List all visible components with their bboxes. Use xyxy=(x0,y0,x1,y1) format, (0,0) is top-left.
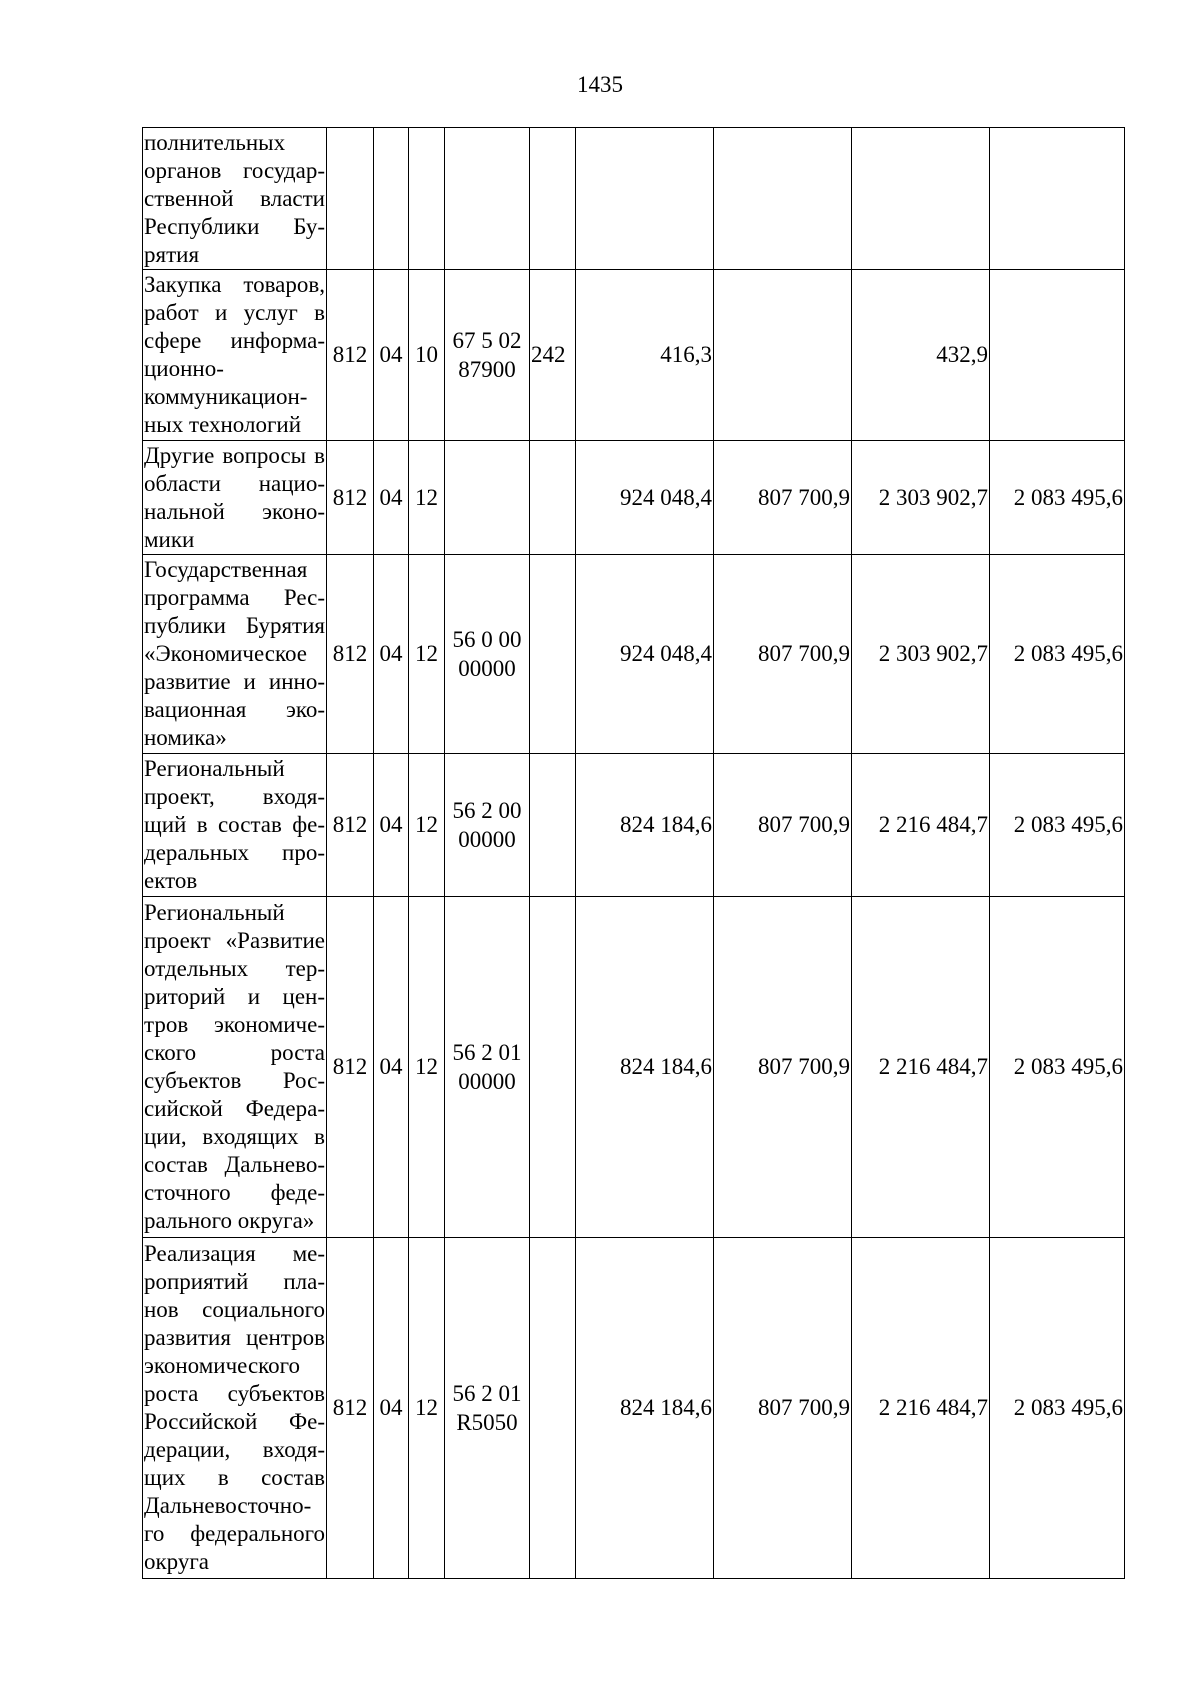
amount-3-cell: 2 303 902,7 xyxy=(852,555,990,754)
target-article-line2: R5050 xyxy=(456,1410,518,1435)
rz-cell: 04 xyxy=(374,897,409,1238)
table-row xyxy=(143,555,1125,754)
amount-1-cell: 924 048,4 xyxy=(576,555,714,754)
rz-cell: 04 xyxy=(374,441,409,555)
row-name-cell: Государственная программа Рес-публики Бурятия «Экономическое развитие и инно-вационная эко-номика» xyxy=(143,555,327,754)
row-name-cell: Реализация ме-роприятий пла-нов социального развития центров экономического роста субъектов Российской Фе-дерации, входя-щих в состав Дальневосточно-го федерального округа xyxy=(143,1238,327,1579)
pr-cell xyxy=(409,128,445,270)
pr-cell: 12 xyxy=(409,897,445,1238)
amount-3-cell: 2 216 484,7 xyxy=(852,897,990,1238)
target-article-cell xyxy=(445,897,530,1238)
amount-4-cell: 2 083 495,6 xyxy=(990,441,1125,555)
expense-type-cell: 242 xyxy=(530,270,576,441)
gr-cell: 812 xyxy=(327,754,374,897)
amount-1-cell: 824 184,6 xyxy=(576,1238,714,1579)
amount-4-cell xyxy=(990,128,1125,270)
amount-3-cell: 2 216 484,7 xyxy=(852,754,990,897)
target-article-cell xyxy=(445,555,530,754)
table-row xyxy=(143,128,1125,270)
amount-2-cell xyxy=(714,270,852,441)
rz-cell xyxy=(374,128,409,270)
target-article-cell xyxy=(445,754,530,897)
gr-cell: 812 xyxy=(327,897,374,1238)
expense-type-cell xyxy=(530,555,576,754)
amount-2-cell: 807 700,9 xyxy=(714,555,852,754)
rz-cell: 04 xyxy=(374,1238,409,1579)
amount-1-cell: 824 184,6 xyxy=(576,754,714,897)
amount-2-cell: 807 700,9 xyxy=(714,1238,852,1579)
amount-3-cell: 432,9 xyxy=(852,270,990,441)
amount-1-cell: 824 184,6 xyxy=(576,897,714,1238)
pr-cell: 12 xyxy=(409,441,445,555)
target-article-cell xyxy=(445,1238,530,1579)
amount-4-cell: 2 083 495,6 xyxy=(990,754,1125,897)
expense-type-cell xyxy=(530,128,576,270)
pr-cell: 12 xyxy=(409,1238,445,1579)
row-name-cell: полнительных органов государ-ственной власти Республики Бу-рятия xyxy=(143,128,327,270)
target-article-line1: 56 2 01 xyxy=(452,1040,522,1065)
amount-4-cell xyxy=(990,270,1125,441)
gr-cell xyxy=(327,128,374,270)
rz-cell: 04 xyxy=(374,270,409,441)
amount-2-cell: 807 700,9 xyxy=(714,441,852,555)
amount-1-cell: 924 048,4 xyxy=(576,441,714,555)
pr-cell: 12 xyxy=(409,754,445,897)
budget-table xyxy=(142,127,1125,1579)
expense-type-cell xyxy=(530,754,576,897)
row-name-cell: Региональный проект «Развитие отдельных тер-риторий и цен-тров экономиче-ского роста субъектов Рос-сийской Федера-ции, входящих в состав Дальнево-сточного феде-рального округа» xyxy=(143,897,327,1238)
amount-1-cell xyxy=(576,128,714,270)
amount-3-cell xyxy=(852,128,990,270)
row-name-cell: Закупка товаров, работ и услуг в сфере информа-ционно-коммуникацион-ных технологий xyxy=(143,270,327,441)
rz-cell: 04 xyxy=(374,754,409,897)
expense-type-cell xyxy=(530,897,576,1238)
target-article-line1: 56 2 01 xyxy=(452,1381,522,1406)
amount-4-cell: 2 083 495,6 xyxy=(990,555,1125,754)
pr-cell: 10 xyxy=(409,270,445,441)
table-row xyxy=(143,897,1125,1238)
target-article-cell xyxy=(445,441,530,555)
expense-type-cell xyxy=(530,1238,576,1579)
target-article-line2: 87900 xyxy=(458,357,516,382)
rz-cell: 04 xyxy=(374,555,409,754)
amount-3-cell: 2 216 484,7 xyxy=(852,1238,990,1579)
row-name-cell: Региональный проект, входя-щий в состав фе-деральных про-ектов xyxy=(143,754,327,897)
gr-cell: 812 xyxy=(327,1238,374,1579)
target-article-line2: 00000 xyxy=(458,656,516,681)
gr-cell: 812 xyxy=(327,270,374,441)
target-article-line2: 00000 xyxy=(458,1069,516,1094)
target-article-cell xyxy=(445,270,530,441)
table-row xyxy=(143,1238,1125,1579)
page-number: 1435 xyxy=(577,72,623,97)
target-article-line1: 67 5 02 xyxy=(452,328,522,353)
amount-1-cell: 416,3 xyxy=(576,270,714,441)
gr-cell: 812 xyxy=(327,441,374,555)
pr-cell: 12 xyxy=(409,555,445,754)
amount-3-cell: 2 303 902,7 xyxy=(852,441,990,555)
table-row xyxy=(143,441,1125,555)
amount-4-cell: 2 083 495,6 xyxy=(990,897,1125,1238)
amount-2-cell xyxy=(714,128,852,270)
amount-4-cell: 2 083 495,6 xyxy=(990,1238,1125,1579)
target-article-cell xyxy=(445,128,530,270)
expense-type-cell xyxy=(530,441,576,555)
row-name-cell: Другие вопросы в области нацио-нальной эконо-мики xyxy=(143,441,327,555)
target-article-line1: 56 2 00 xyxy=(452,798,522,823)
table-row xyxy=(143,270,1125,441)
table-row xyxy=(143,754,1125,897)
target-article-line1: 56 0 00 xyxy=(452,627,522,652)
gr-cell: 812 xyxy=(327,555,374,754)
amount-2-cell: 807 700,9 xyxy=(714,897,852,1238)
amount-2-cell: 807 700,9 xyxy=(714,754,852,897)
target-article-line2: 00000 xyxy=(458,827,516,852)
